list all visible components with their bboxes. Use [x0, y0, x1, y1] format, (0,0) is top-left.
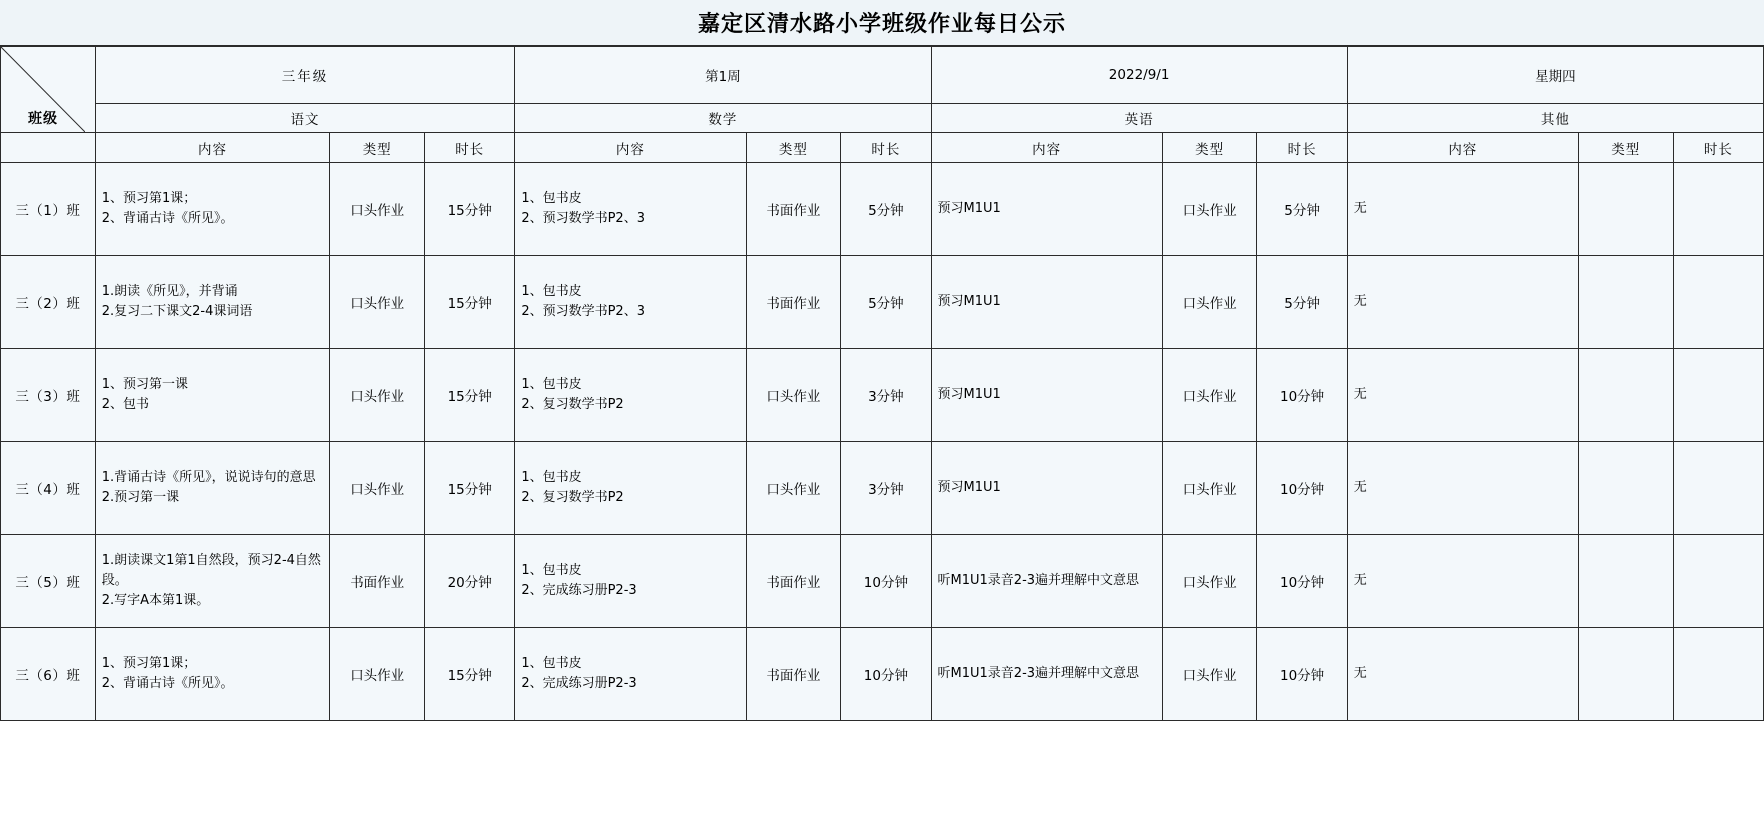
other-type-cell [1578, 535, 1673, 628]
table-row [1, 442, 1764, 535]
table-header-meta-row [1, 47, 1764, 104]
class-name-cell: 三（5）班 [1, 535, 96, 628]
math-content-cell [515, 163, 746, 256]
math-content-text: 1、包书皮 2、完成练习册P2-3 [521, 655, 637, 691]
chinese-type-cell: 口头作业 [330, 628, 425, 721]
math-content-cell [515, 256, 746, 349]
other-type-cell [1578, 628, 1673, 721]
chinese-content-text: 1.朗读《所见》，并背诵 2.复习二下课文2-4课词语 [101, 283, 253, 319]
other-duration-cell [1673, 628, 1763, 721]
other-content-cell [1347, 349, 1578, 442]
math-content-text: 1、包书皮 2、预习数学书P2、3 [521, 190, 645, 226]
class-name-cell: 三（1）班 [1, 163, 96, 256]
other-duration-cell [1673, 442, 1763, 535]
class-name-cell: 三（3）班 [1, 349, 96, 442]
english-type-cell: 口头作业 [1162, 628, 1257, 721]
math-type-cell: 书面作业 [746, 535, 841, 628]
english-content-cell [931, 442, 1162, 535]
math-content-cell [515, 535, 746, 628]
class-name-cell: 三（2）班 [1, 256, 96, 349]
other-content-cell [1347, 628, 1578, 721]
math-duration-cell: 5分钟 [841, 163, 931, 256]
english-content-cell [931, 628, 1162, 721]
chinese-type-cell: 书面作业 [330, 535, 425, 628]
chinese-content-cell [95, 163, 330, 256]
table-row [1, 163, 1764, 256]
english-content-cell [931, 256, 1162, 349]
chinese-content-cell [95, 628, 330, 721]
english-duration-cell: 5分钟 [1257, 256, 1347, 349]
other-content-cell [1347, 442, 1578, 535]
math-type-cell: 书面作业 [746, 163, 841, 256]
english-content-text: 听M1U1录音2-3遍并理解中文意思 [937, 572, 1140, 588]
col-header-chinese-type: 类型 [330, 133, 425, 163]
other-duration-cell [1673, 349, 1763, 442]
other-content-text: 无 [1353, 386, 1367, 402]
math-content-text: 1、包书皮 2、复习数学书P2 [521, 469, 624, 505]
english-type-cell: 口头作业 [1162, 256, 1257, 349]
chinese-content-cell [95, 535, 330, 628]
math-content-cell [515, 349, 746, 442]
chinese-content-cell [95, 256, 330, 349]
english-content-text: 预习M1U1 [937, 293, 1001, 309]
math-type-cell: 书面作业 [746, 628, 841, 721]
chinese-content-text: 1、预习第一课 2、包书 [101, 376, 189, 412]
english-duration-cell: 5分钟 [1257, 163, 1347, 256]
chinese-duration-cell: 15分钟 [425, 628, 515, 721]
chinese-duration-cell: 15分钟 [425, 349, 515, 442]
other-content-cell [1347, 256, 1578, 349]
col-header-math-type: 类型 [746, 133, 841, 163]
col-header-english-type: 类型 [1162, 133, 1257, 163]
homework-table [0, 46, 1764, 721]
subject-header-other: 其他 [1347, 104, 1763, 133]
col-header-other-duration: 时长 [1673, 133, 1763, 163]
math-duration-cell: 5分钟 [841, 256, 931, 349]
table-header-column-row [1, 133, 1764, 163]
english-type-cell: 口头作业 [1162, 349, 1257, 442]
chinese-duration-cell: 15分钟 [425, 256, 515, 349]
class-name-cell: 三（6）班 [1, 628, 96, 721]
chinese-duration-cell: 20分钟 [425, 535, 515, 628]
other-type-cell [1578, 442, 1673, 535]
subject-header-english: 英语 [931, 104, 1347, 133]
other-content-text: 无 [1353, 200, 1367, 216]
other-content-cell [1347, 535, 1578, 628]
chinese-duration-cell: 15分钟 [425, 442, 515, 535]
english-content-text: 预习M1U1 [937, 386, 1001, 402]
subject-header-chinese: 语文 [95, 104, 515, 133]
table-row [1, 349, 1764, 442]
class-name-cell: 三（4）班 [1, 442, 96, 535]
grade-header: 三年级 [95, 47, 515, 104]
math-content-text: 1、包书皮 2、预习数学书P2、3 [521, 283, 645, 319]
chinese-type-cell: 口头作业 [330, 256, 425, 349]
english-type-cell: 口头作业 [1162, 442, 1257, 535]
english-duration-cell: 10分钟 [1257, 442, 1347, 535]
other-type-cell [1578, 163, 1673, 256]
math-type-cell: 口头作业 [746, 349, 841, 442]
math-duration-cell: 3分钟 [841, 442, 931, 535]
table-row [1, 628, 1764, 721]
other-duration-cell [1673, 163, 1763, 256]
chinese-type-cell: 口头作业 [330, 442, 425, 535]
chinese-content-text: 1、预习第1课； 2、背诵古诗《所见》。 [101, 655, 234, 691]
subject-header-math: 数学 [515, 104, 931, 133]
table-row [1, 535, 1764, 628]
other-duration-cell [1673, 256, 1763, 349]
table-row [1, 256, 1764, 349]
math-content-cell [515, 442, 746, 535]
chinese-content-text: 1.背诵古诗《所见》，说说诗句的意思 2.预习第一课 [101, 469, 316, 505]
table-header-subject-row [1, 104, 1764, 133]
english-type-cell: 口头作业 [1162, 535, 1257, 628]
chinese-content-cell [95, 349, 330, 442]
math-type-cell: 书面作业 [746, 256, 841, 349]
english-duration-cell: 10分钟 [1257, 628, 1347, 721]
other-duration-cell [1673, 535, 1763, 628]
other-content-text: 无 [1353, 572, 1367, 588]
english-duration-cell: 10分钟 [1257, 349, 1347, 442]
english-content-text: 预习M1U1 [937, 479, 1001, 495]
math-type-cell: 口头作业 [746, 442, 841, 535]
col-header-english-content: 内容 [931, 133, 1162, 163]
math-duration-cell: 10分钟 [841, 535, 931, 628]
class-column-spacer [1, 133, 96, 163]
col-header-english-duration: 时长 [1257, 133, 1347, 163]
week-header: 第1周 [515, 47, 931, 104]
other-content-cell [1347, 163, 1578, 256]
math-content-text: 1、包书皮 2、复习数学书P2 [521, 376, 624, 412]
other-content-text: 无 [1353, 293, 1367, 309]
chinese-content-text: 1、预习第1课； 2、背诵古诗《所见》。 [101, 190, 234, 226]
english-content-text: 听M1U1录音2-3遍并理解中文意思 [937, 665, 1140, 681]
document-title-bar [0, 0, 1764, 46]
math-duration-cell: 10分钟 [841, 628, 931, 721]
math-content-text: 1、包书皮 2、完成练习册P2-3 [521, 562, 637, 598]
english-duration-cell: 10分钟 [1257, 535, 1347, 628]
col-header-chinese-content: 内容 [95, 133, 330, 163]
math-duration-cell: 3分钟 [841, 349, 931, 442]
date-header: 2022/9/1 [931, 47, 1347, 104]
english-content-cell [931, 163, 1162, 256]
math-content-cell [515, 628, 746, 721]
chinese-type-cell: 口头作业 [330, 163, 425, 256]
other-content-text: 无 [1353, 479, 1367, 495]
weekday-header: 星期四 [1347, 47, 1763, 104]
col-header-math-content: 内容 [515, 133, 746, 163]
english-content-cell [931, 535, 1162, 628]
chinese-duration-cell: 15分钟 [425, 163, 515, 256]
corner-header-cell [1, 47, 96, 133]
other-type-cell [1578, 349, 1673, 442]
other-type-cell [1578, 256, 1673, 349]
other-content-text: 无 [1353, 665, 1367, 681]
english-content-cell [931, 349, 1162, 442]
corner-header-label: 班级 [28, 111, 58, 127]
col-header-other-type: 类型 [1578, 133, 1673, 163]
col-header-other-content: 内容 [1347, 133, 1578, 163]
col-header-math-duration: 时长 [841, 133, 931, 163]
english-type-cell: 口头作业 [1162, 163, 1257, 256]
page-title: 嘉定区清水路小学班级作业每日公示 [697, 12, 1066, 37]
english-content-text: 预习M1U1 [937, 200, 1001, 216]
chinese-content-cell [95, 442, 330, 535]
col-header-chinese-duration: 时长 [425, 133, 515, 163]
chinese-content-text: 1.朗读课文1第1自然段，预习2-4自然段。 2.写字A本第1课。 [101, 552, 321, 609]
chinese-type-cell: 口头作业 [330, 349, 425, 442]
